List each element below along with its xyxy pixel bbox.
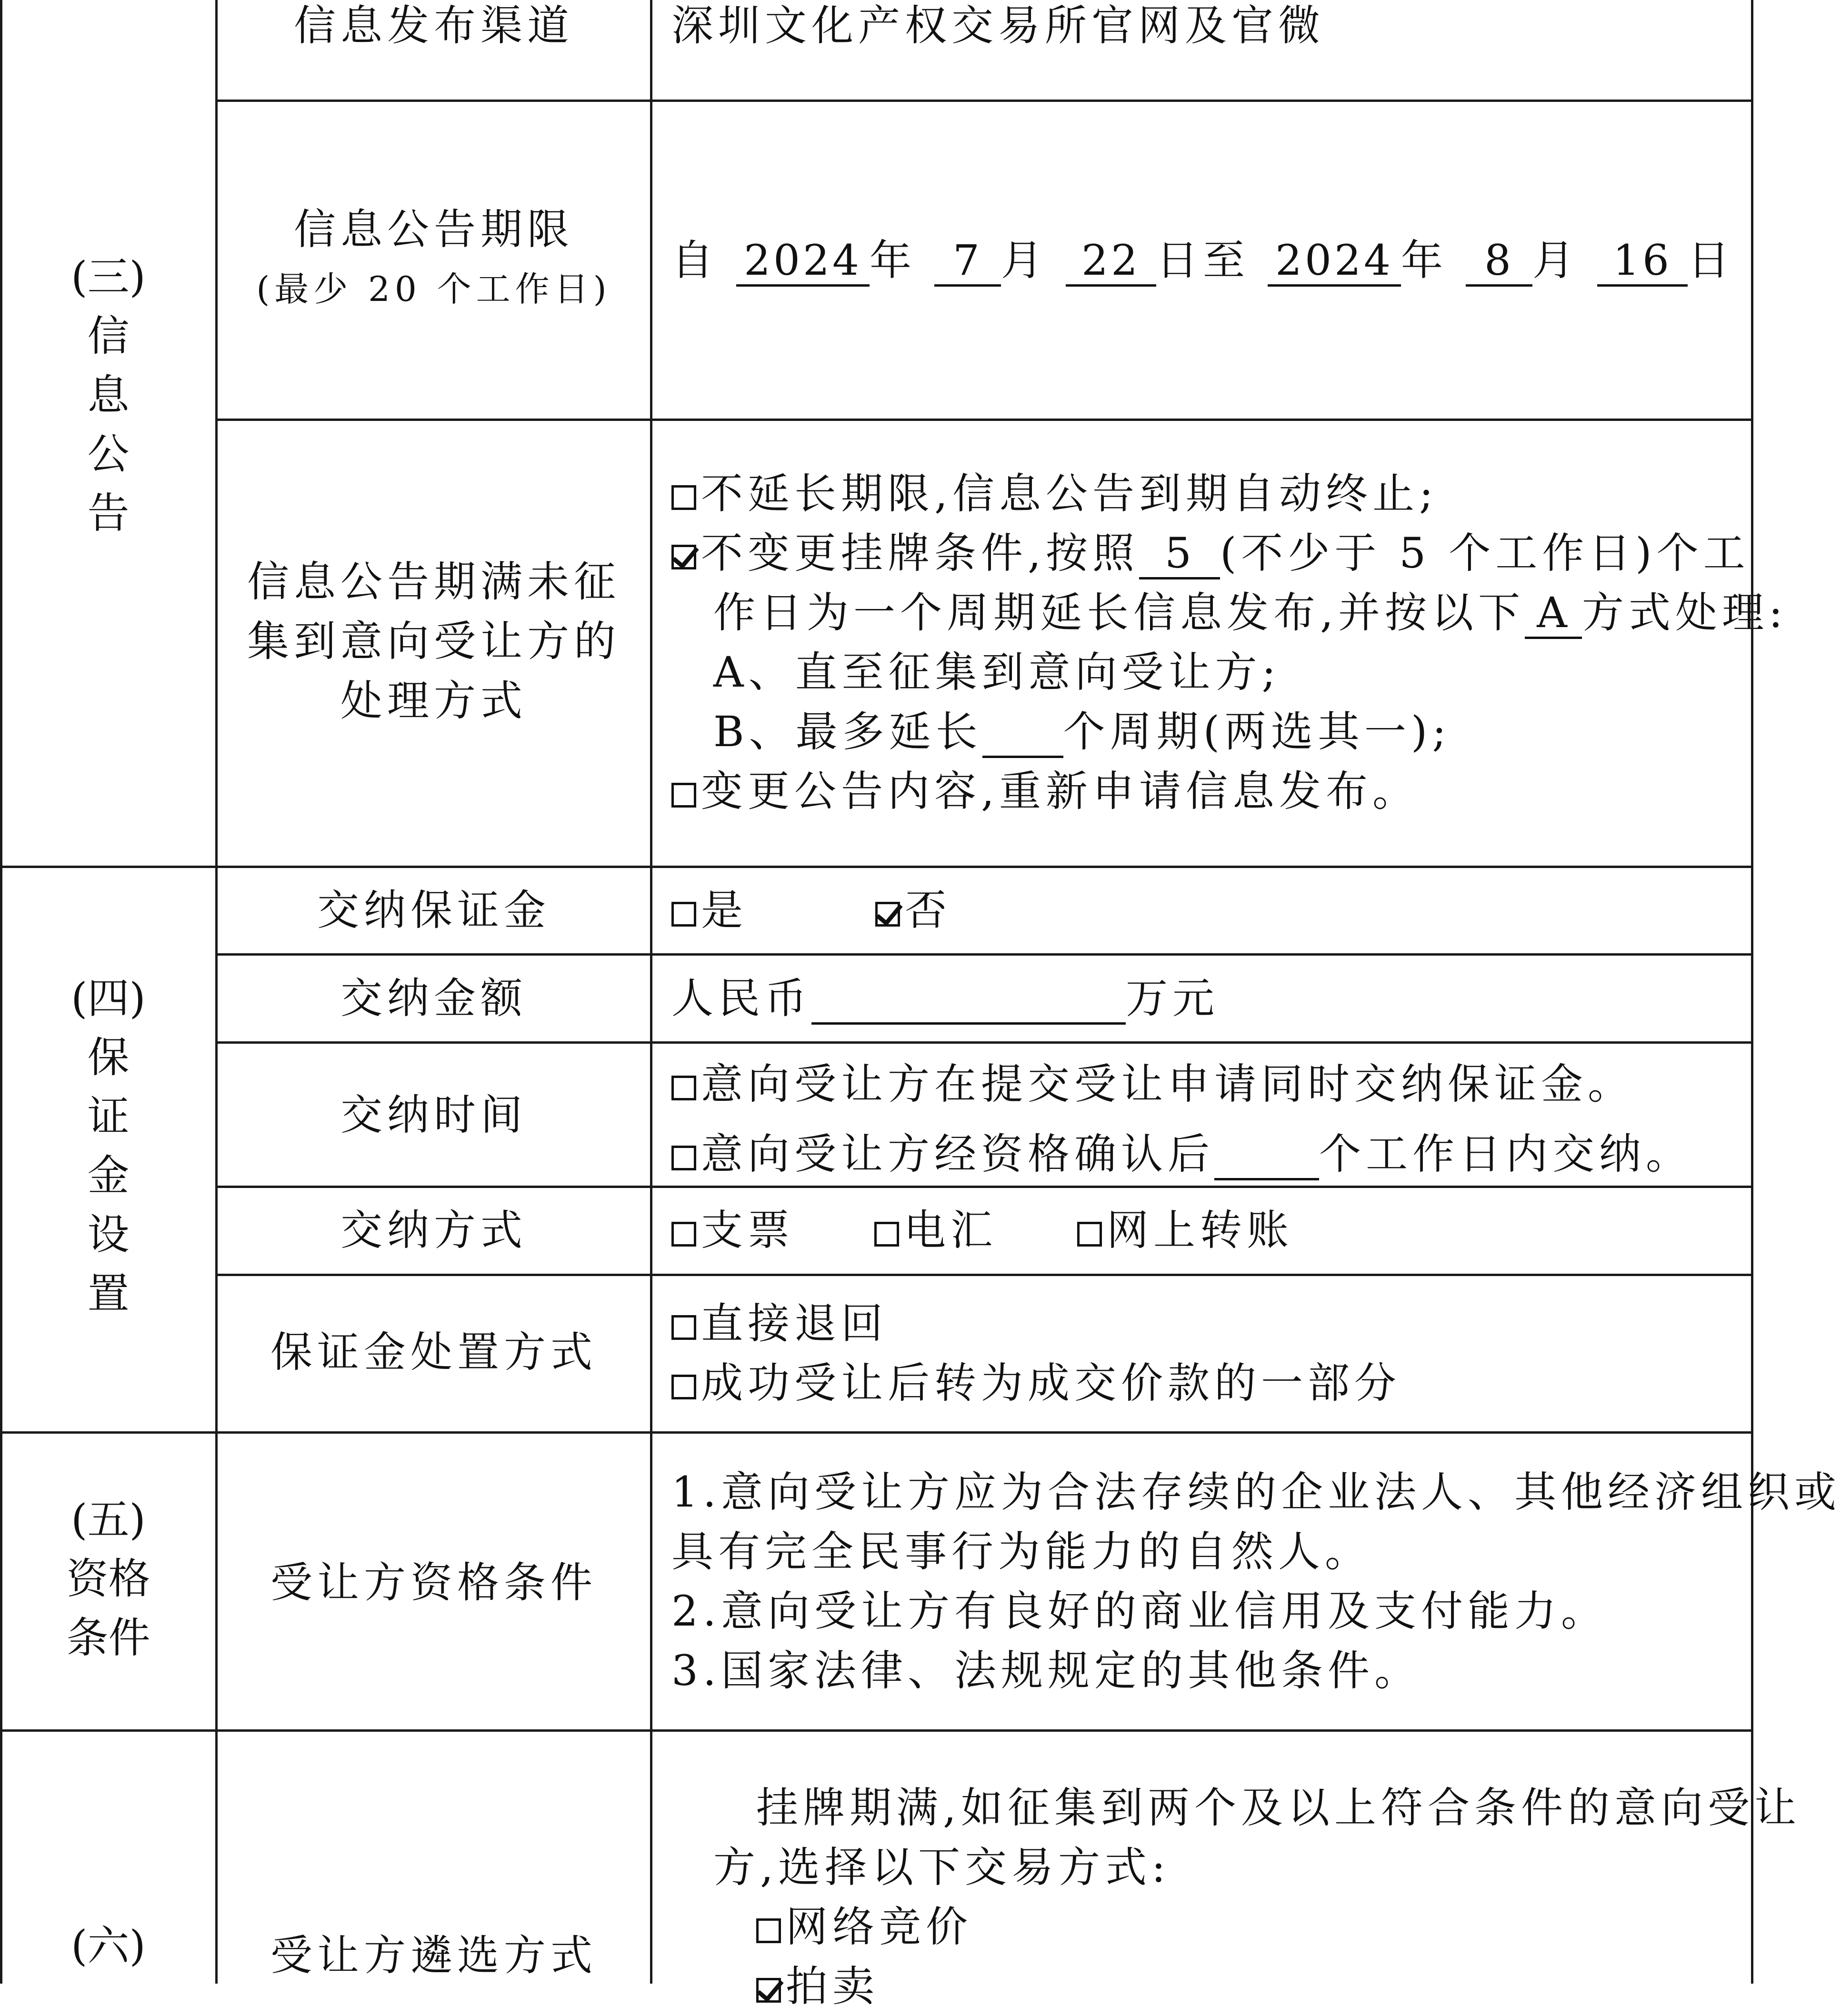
checkbox-unchecked-icon[interactable] [1077,1222,1102,1247]
month-unit: 月 [1532,236,1580,285]
checkbox-unchecked-icon[interactable] [671,1076,696,1100]
section3-label-char: 告 [87,489,130,538]
channel-label: 信息发布渠道 [293,1,574,50]
year-unit: 年 [870,236,917,285]
qualification-line: 1.意向受让方应为合法存续的企业法人、其他经济组织或 [671,1467,1841,1517]
section3-label-char: 息 [87,370,130,419]
method-online-option[interactable] [1077,1206,1293,1255]
checkbox-unchecked-icon[interactable] [671,1315,696,1340]
section4-label-char: 金 [87,1151,130,1200]
end-year-field: 2024 [1268,237,1401,287]
start-year-field: 2024 [736,237,870,287]
checkbox-checked-icon[interactable] [756,1978,781,2003]
row-divider [215,1274,1753,1276]
expiry-sub-option-b-text: B、最多延长 [713,707,982,756]
day-unit: 日 [1688,236,1735,285]
row-divider [215,1041,1753,1044]
expiry-option-1[interactable] [671,464,1438,523]
deposit-yes-option[interactable] [671,886,748,935]
section4-label-char: 置 [87,1269,130,1318]
max-periods-field [982,708,1063,758]
channel-value: 深圳文化产权交易所官网及官微 [671,1,1325,50]
end-day-field: 16 [1597,237,1688,287]
method-wire-label: 电汇 [904,1206,998,1255]
deposit-no-label: 否 [905,886,952,935]
row-divider [215,1186,1753,1188]
section4-label-char: 证 [87,1092,130,1141]
checkbox-unchecked-icon[interactable] [671,1222,696,1247]
time-option-2[interactable] [671,1125,1692,1184]
section5-label-line: 资格 [66,1554,150,1603]
start-day-field: 22 [1066,237,1156,287]
checkbox-checked-icon[interactable] [875,902,900,927]
amount-suffix: 万元 [1126,974,1220,1023]
qualification-label: 受让方资格条件 [270,1558,597,1607]
amount-label: 交纳金额 [340,974,527,1023]
month-unit: 月 [1001,236,1048,285]
section3-label [0,248,217,543]
section4-label-char: 保 [87,1033,130,1082]
checkbox-unchecked-icon[interactable] [671,902,696,927]
expiry-option-2-line2-text: 作日为一个周期延长信息发布,并按以下 [713,588,1525,637]
checkbox-checked-icon[interactable] [671,545,696,569]
expiry-sub-option-b-suffix: 个周期(两选其一); [1063,707,1451,756]
section5-label-line: (五) [71,1495,146,1544]
start-month-field: 7 [934,237,1001,287]
qualification-line: 3.国家法律、法规规定的其他条件。 [671,1646,1421,1695]
time-option-1[interactable] [671,1055,1634,1114]
amount-prefix: 人民币 [671,974,812,1023]
deposit-no-option[interactable] [875,886,951,935]
expiry-option-2-line2-suffix: 方式处理: [1581,588,1788,637]
disposal-option-2[interactable] [671,1354,1401,1413]
section3-number: (三) [71,252,146,301]
day-to-unit: 日至 [1156,236,1250,285]
row-divider [215,419,1753,421]
disposal-option-1-label: 直接退回 [701,1299,888,1348]
selection-method-label: 受让方遴选方式 [270,1931,597,1980]
expiry-label-line: 集到意向受让方的 [247,617,620,666]
expiry-label-line: 处理方式 [340,676,527,725]
method-wire-option[interactable] [874,1206,997,1255]
time-option-2-label: 意向受让方经资格确认后 [701,1129,1215,1178]
period-prefix: 自 [671,236,719,285]
checkbox-unchecked-icon[interactable] [671,783,696,808]
expiry-option-2-line2 [713,583,1788,642]
disposal-option-2-label: 成功受让后转为成交价款的一部分 [701,1358,1401,1407]
section6-label-line: (六) [71,1921,146,1970]
section-divider [0,1431,1753,1434]
deposit-label: 交纳保证金 [317,886,550,935]
period-label: 信息公告期限 [293,205,574,254]
checkbox-unchecked-icon[interactable] [671,1375,696,1399]
checkbox-unchecked-icon[interactable] [874,1222,899,1247]
section4-label [0,969,217,1323]
qualification-line: 2.意向受让方有良好的商业信用及支付能力。 [671,1587,1608,1636]
selection-option-1[interactable] [756,1897,972,1956]
expiry-option-2[interactable] [671,524,1750,583]
row-divider [215,953,1753,956]
method-cheque-option[interactable] [671,1206,794,1255]
handling-choice-field: A [1525,589,1582,639]
table-right-border [1751,0,1753,1984]
checkbox-unchecked-icon[interactable] [756,1918,781,1943]
method-options [671,1201,1293,1260]
checkbox-unchecked-icon[interactable] [671,1146,696,1170]
method-online-label: 网上转账 [1107,1206,1294,1255]
section3-label-char: 信 [87,311,130,360]
method-cheque-label: 支票 [701,1206,795,1255]
qualification-line: 具有完全民事行为能力的自然人。 [671,1527,1372,1576]
expiry-option-1-label: 不延长期限,信息公告到期自动终止; [701,469,1438,518]
section3-label-char: 公 [87,429,130,479]
period-value [671,231,1734,290]
amount-field[interactable] [811,975,1126,1025]
expiry-label-line: 信息公告期满未征 [247,557,620,606]
section6-label [0,1916,217,1976]
workdays-field[interactable] [1214,1130,1319,1180]
section-divider [0,866,1753,868]
checkbox-unchecked-icon[interactable] [671,485,696,510]
section4-number: (四) [71,974,146,1023]
time-option-1-label: 意向受让方在提交受让申请同时交纳保证金。 [701,1059,1635,1108]
end-month-field: 8 [1466,237,1532,287]
expiry-sub-option-a: A、直至征集到意向受让方; [713,648,1281,697]
expiry-option-3-label: 变更公告内容,重新申请信息发布。 [701,767,1419,816]
period-sublabel: (最少 20 个工作日) [256,269,611,309]
disposal-label: 保证金处置方式 [270,1327,597,1377]
time-option-2-suffix: 个工作日内交纳。 [1319,1129,1693,1178]
year-unit: 年 [1401,236,1448,285]
section4-label-char: 设 [87,1210,130,1259]
time-label: 交纳时间 [340,1090,527,1139]
section5-label-line: 条件 [66,1613,150,1662]
amount-value [671,969,1219,1028]
expiry-option-2-suffix: (不少于 5 个工作日)个工 [1220,529,1750,578]
row-divider [215,100,1753,102]
method-label: 交纳方式 [340,1206,527,1255]
deposit-options [671,881,951,940]
selection-option-2[interactable] [756,1957,879,2016]
selection-option-1-label: 网络竞价 [786,1902,973,1951]
expiry-option-3[interactable] [671,762,1419,821]
extension-days-field: 5 [1139,529,1220,579]
section-divider [0,1729,1753,1732]
expiry-option-2-label: 不变更挂牌条件,按照 [701,529,1139,578]
section5-label [0,1490,217,1667]
expiry-sub-option-b [713,702,1451,761]
selection-option-2-label: 拍卖 [786,1962,880,2011]
selection-intro-line: 挂牌期满,如征集到两个及以上符合条件的意向受让 [756,1783,1801,1832]
deposit-yes-label: 是 [701,886,748,935]
selection-intro-line: 方,选择以下交易方式: [713,1843,1171,1892]
disposal-option-1[interactable] [671,1294,888,1353]
